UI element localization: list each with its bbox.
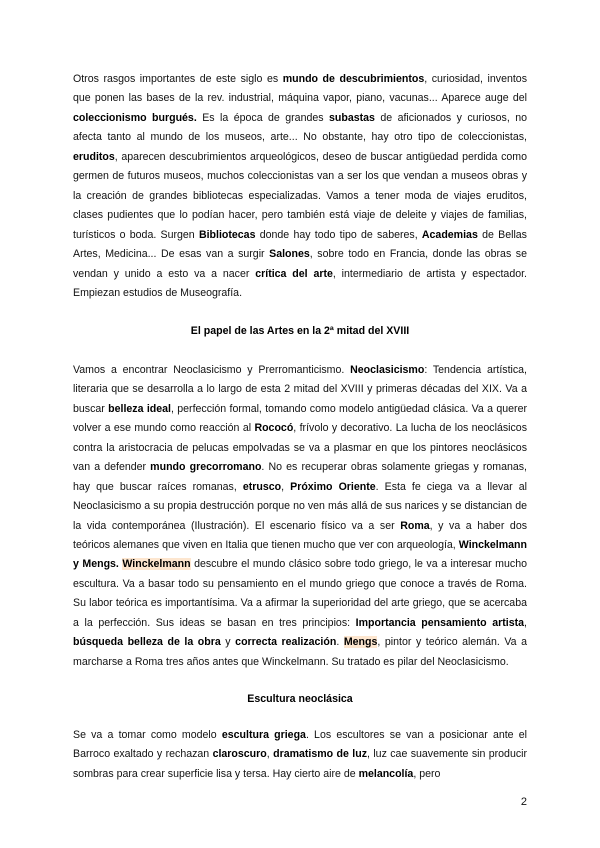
section-paragraph-artes [73,361,527,672]
body-text: . No es recuperar obras solamente griegas y romanas, hay que buscar raíces romanas, [73,461,527,493]
intro-text: , intermediario de artista y espectador. Empiezan estudios de Museografía. [73,267,527,299]
bold-term: búsqueda belleza de la obra [73,636,221,649]
bold-term: mundo grecorromano [150,461,262,474]
intro-text: , sobre todo en Francia, donde las obras se vendan y unido a esto va a nacer [73,248,527,280]
bold-term: dramatismo de luz [273,748,367,761]
bold-term: coleccionismo burgués. [73,111,197,124]
bold-term: belleza ideal [108,402,171,415]
bold-term: Roma [400,519,430,532]
intro-text: , curiosidad, inventos que ponen las bases de la rev. industrial, máquina vapor, piano, vacunas... Aparece auge del [73,73,527,105]
intro-paragraph [73,70,527,303]
body-text: . Esta fe ciega va a llevar al Neoclasicismo a su propia destrucción porque no ven más allá de sus narices y se distancian de la vida contemporánea (Ilustración). El escenario físico va a ser [73,480,527,532]
intro-text: donde hay todo tipo de saberes, [255,228,422,241]
intro-text: Otros rasgos importantes de este siglo es [73,73,283,85]
body-text: , pero [413,767,441,780]
bold-term: Academias [421,228,478,241]
bold-term: Salones [269,248,310,261]
body-text: Vamos a encontrar Neoclasicismo y Prerromanticismo. [73,363,351,376]
body-text: y [220,636,236,649]
section-heading-artes: El papel de las Artes en la 2ª mitad del XVIII [190,325,410,338]
bold-term: escultura griega [221,728,306,741]
body-text: , [266,748,274,761]
intro-text: de Bellas Artes, Medicina... De esas van a surgir [73,228,527,261]
bold-term: eruditos [73,150,115,163]
section-heading-escultura: Escultura neoclásica [247,693,353,706]
section-paragraph-escultura [73,726,527,784]
body-text: , y va a haber dos teóricos alemanes que viven en Italia que tienen mucho que ver con arqueología, [73,519,528,551]
body-text: , frívolo y decorativo. La lucha de los neoclásicos contra la aristocracia de pelucas empolvadas se va a plasmar en que los pintores neoclásicos van a defender [73,422,527,474]
intro-text: de aficionados y curiosos, no afecta tanto al mundo de los museos, arte... No obstante, hay otro tipo de coleccionistas, [73,111,527,144]
page-content [73,70,527,784]
body-text: , luz cae suavemente sin producir sombras para crear superficie lisa y tersa. Hay cierto aire de [73,748,528,780]
intro-text: Es la época de grandes [196,111,329,124]
body-text: , [524,616,527,629]
bold-term: subastas [328,111,375,124]
bold-term: Rococó [254,422,294,435]
highlighted-term: Mengs [343,636,378,649]
bold-term: crítica del arte [255,267,333,280]
bold-term: Importancia pensamiento artista [355,616,525,629]
bold-term: Winckelmann y Mengs. [73,538,527,571]
bold-term: Bibliotecas [198,228,256,241]
bold-term: Próximo Oriente [290,480,376,493]
bold-term: etrusco [242,480,282,493]
body-text: , [281,480,291,493]
highlighted-term: Winckelmann [122,558,191,571]
bold-term: Neoclasicismo [350,363,425,376]
bold-term: melancolía [358,767,414,780]
bold-term: mundo de descubrimientos [282,73,425,85]
bold-term: claroscuro [212,748,267,761]
body-text: . [336,636,344,649]
page-number: 2 [520,796,527,808]
body-text: , perfección formal, tomando como modelo antigüedad clásica. Va a querer volver a ese mundo como reacción al [73,402,527,435]
body-text: : Tendencia artística, literaria que se desarrolla a lo largo de esta 2 mitad del XVIII y primeras décadas del XIX. Va a buscar [73,363,527,415]
body-text: , pintor y teórico alemán. Va a marcharse a Roma tres años antes que Winckelmann. Su tratado es pilar del Neoclasicismo. [73,636,528,668]
body-text: Se va a tomar como modelo [73,728,222,741]
body-text: . Los escultores se van a posicionar ante el Barroco exaltado y rechazan [73,728,527,761]
body-text: descubre el mundo clásico sobre todo griego, le va a interesar mucho escultura. Va a basar todo su pensamiento en el mundo griego que conoce a través de Roma. Su labor teórica es importantísima. Va a afirmar la superioridad del arte griego, que se acercaba a la perfección. Sus ideas se basan en tres principios: [73,558,527,629]
intro-text: , aparecen descubrimientos arqueológicos, deseo de buscar antigüedad perdida como germen de futuros museos, muchos coleccionistas van a ser los que vendan a museos obras y la creación de grandes bibliotecas especializadas. Vamos a tener moda de viajes eruditos, clases pudientes que lo podían hacer, pero también está viaje de deleite y viajes de familias, turísticos o boda. Surgen [73,150,527,241]
bold-term: correcta realización [235,636,337,649]
